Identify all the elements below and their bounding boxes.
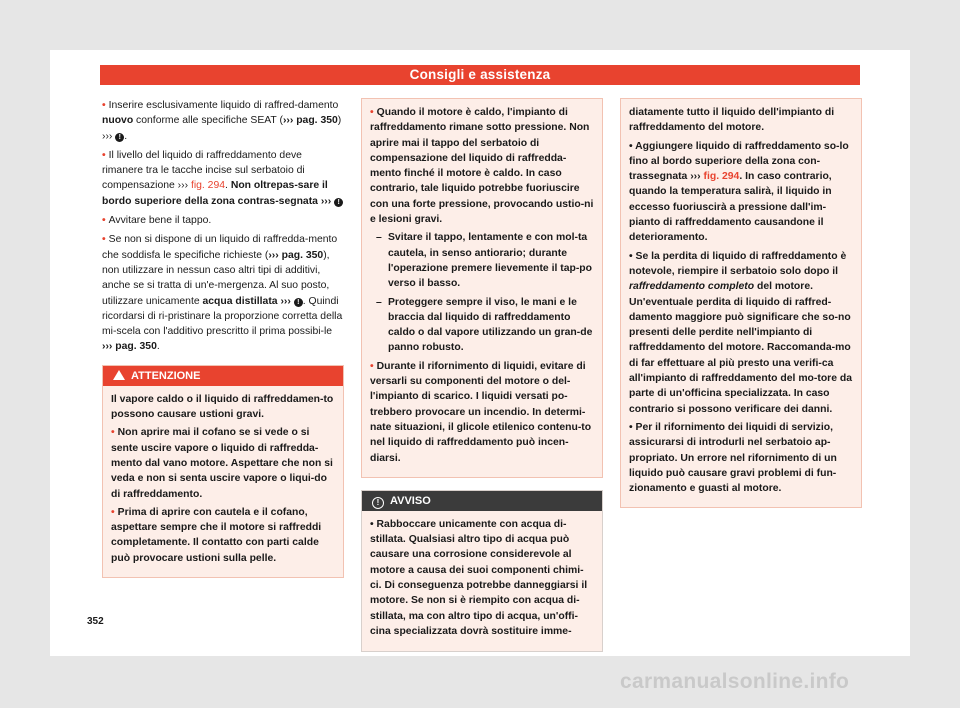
page-reference-link[interactable]: ››› pag. 350 bbox=[102, 341, 157, 353]
warning-bullet: • Prima di aprire con cautela e il cofano, aspettare sempre che il motore si raffreddi completamente. Il contatto con parti calde può provocare ustioni sulla pelle. bbox=[111, 506, 322, 564]
warning-circle-icon: ! bbox=[294, 298, 303, 307]
dash: – bbox=[376, 232, 382, 244]
bullet: • bbox=[102, 100, 106, 111]
bullet: • bbox=[370, 107, 374, 118]
paragraph-livello: • Il livello del liquido di raffreddamento deve rimanere tra le tacche incise sul serbatoio di compensazione ››› fig. 294. Non oltrepas-sare il bordo superiore della zona contras-segnata ››› ! bbox=[102, 148, 344, 209]
bullet: • bbox=[629, 250, 633, 262]
notice-box bbox=[361, 490, 603, 652]
column-2 bbox=[361, 98, 603, 652]
bullet: • bbox=[102, 149, 106, 161]
notice-bullet: • Aggiungere liquido di raffreddamento so-lo fino al bordo superiore della zona con-trassegnata ››› fig. 294. In caso contrario, quando la temperatura salirà, il liquido in eccesso fuoriuscirà a pressione dall'im-pianto di raffreddamento causandone il deterioramento. bbox=[629, 140, 849, 244]
warning-box-continued bbox=[361, 98, 603, 478]
warning-circle-icon: ! bbox=[334, 198, 343, 207]
bullet: • bbox=[102, 234, 106, 246]
warning-bullet: • Non aprire mai il cofano se si vede o si sente uscire vapore o liquido di raffredda-mento dal vano motore. Aspettare che non si veda e non si senta uscire vapore o liqui-do di raffreddamento. bbox=[111, 427, 333, 500]
notice-bullet: • Per il rifornimento dei liquidi di servizio, assicurarsi di introdurli nel serbatoio ap-propriato. Un errore nel rifornimento di un liquido può causare gravi problemi di fun-zionamento e guasti al motore. bbox=[629, 421, 837, 495]
notice-body bbox=[362, 511, 602, 651]
paragraph-avvitare: • Avvitare bene il tappo. bbox=[102, 215, 212, 227]
notice-header: ! AVVISO bbox=[362, 491, 602, 511]
info-circle-icon: ! bbox=[372, 497, 384, 509]
bullet: • bbox=[111, 427, 115, 439]
bullet: • bbox=[370, 360, 374, 372]
notice-bullet: • Rabboccare unicamente con acqua di-stillata. Qualsiasi altro tipo di acqua può causare una corrosione considerevole al motore a causa dei suoi componenti chimi-ci. Di conseguenza potrebbe danneggiarsi il motore. Se non si è riempito con acqua di-stillata, ma con altro tipo di acqua, un'offi-cina specializzata dovrà sostituire imme- bbox=[370, 518, 588, 637]
warning-bullet: • Quando il motore è caldo, l'impianto di raffreddamento rimane sotto pressione. Non aprire mai il tappo del serbatoio di compensazione del liquido di raffredda-mento finché il motore è caldo. In caso contrario, tale liquido potrebbe fuoriuscire con una forte pressione, provocando ustio-ni e lesioni gravi. bbox=[370, 107, 594, 226]
bullet: • bbox=[629, 140, 633, 152]
page-number: 352 bbox=[87, 616, 104, 627]
figure-reference-link[interactable]: fig. 294 bbox=[703, 171, 740, 183]
page-reference-link[interactable]: ››› pag. 350 bbox=[268, 249, 324, 261]
bullet: • bbox=[111, 506, 115, 518]
notice-box-continued bbox=[620, 98, 862, 508]
warning-intro: Il vapore caldo o il liquido di raffreddamen-to possono causare ustioni gravi. bbox=[111, 393, 334, 421]
notice-bullet: • Se la perdita di liquido di raffreddamento è notevole, riempire il serbatoio solo dopo il raffreddamento completo del motore. Un'eventuale perdita di liquido di raffred-damento maggiore può significare che so-no presenti delle perdite nell'impianto di raffreddamento del motore. Raccomanda-mo di far effettuare al più presto una verifi-ca all'impianto di raffreddamento del mo-tore da parte di un'officina specializzata. In caso contrario si possono verificare dei danni. bbox=[629, 250, 853, 415]
bullet: • bbox=[102, 215, 106, 227]
warning-sub-item: – Svitare il tappo, lentamente e con mol-ta cautela, in senso antiorario; durante l'operazione premere lievemente il tap-po verso il basso. bbox=[376, 232, 592, 290]
paragraph-acqua-distillata: • Se non si dispone di un liquido di raffredda-mento che soddisfa le specifiche richieste (››› pag. 350), non utilizzare in nessun caso altri tipi di additivi, anche se si tratta di un'e-mergenza. Al suo posto, utilizzare unicamente acqua distillata ››› ! . Quindi ricordarsi di ri-pristinare la proporzione corretta della mi-scela con l'additivo prescritto il prima possibi-le ››› pag. 350. bbox=[102, 234, 343, 353]
notice-continuation: diatamente tutto il liquido dell'impianto di raffreddamento del motore. bbox=[629, 107, 835, 134]
watermark: carmanualsonline.info bbox=[620, 670, 850, 693]
warning-header: ATTENZIONE bbox=[103, 366, 343, 386]
warning-triangle-icon bbox=[113, 370, 125, 380]
dash: – bbox=[376, 296, 382, 308]
section-header: Consigli e assistenza bbox=[100, 65, 860, 85]
bullet: • bbox=[370, 518, 374, 530]
column-1 bbox=[102, 98, 344, 578]
warning-circle-icon: ! bbox=[115, 133, 124, 142]
paragraph-liquid-nuovo: • Inserire esclusivamente liquido di raffred-damento nuovo conforme alle specifiche SEAT (››› pag. 350) ››› ! . bbox=[102, 100, 342, 142]
warning-sub-item: – Proteggere sempre il viso, le mani e le braccia dal liquido di raffreddamento caldo o dal vapore utilizzando un gran-de panno robusto. bbox=[376, 296, 593, 354]
column-3 bbox=[620, 98, 862, 508]
warning-box bbox=[102, 365, 344, 578]
manual-page bbox=[50, 50, 910, 656]
bullet: • bbox=[629, 421, 633, 433]
figure-reference-link[interactable]: fig. 294 bbox=[190, 180, 226, 192]
page-reference-link[interactable]: ››› pag. 350 bbox=[282, 115, 338, 127]
warning-body bbox=[103, 386, 343, 577]
warning-bullet: • Durante il rifornimento di liquidi, evitare di versarli su componenti del motore o del-l'impianto di scarico. I liquidi versati po-trebbero provocare un incendio. In determi-nate situazioni, il glicole etilenico contenu-to nel liquido di raffreddamento può incen-diarsi. bbox=[370, 360, 592, 464]
